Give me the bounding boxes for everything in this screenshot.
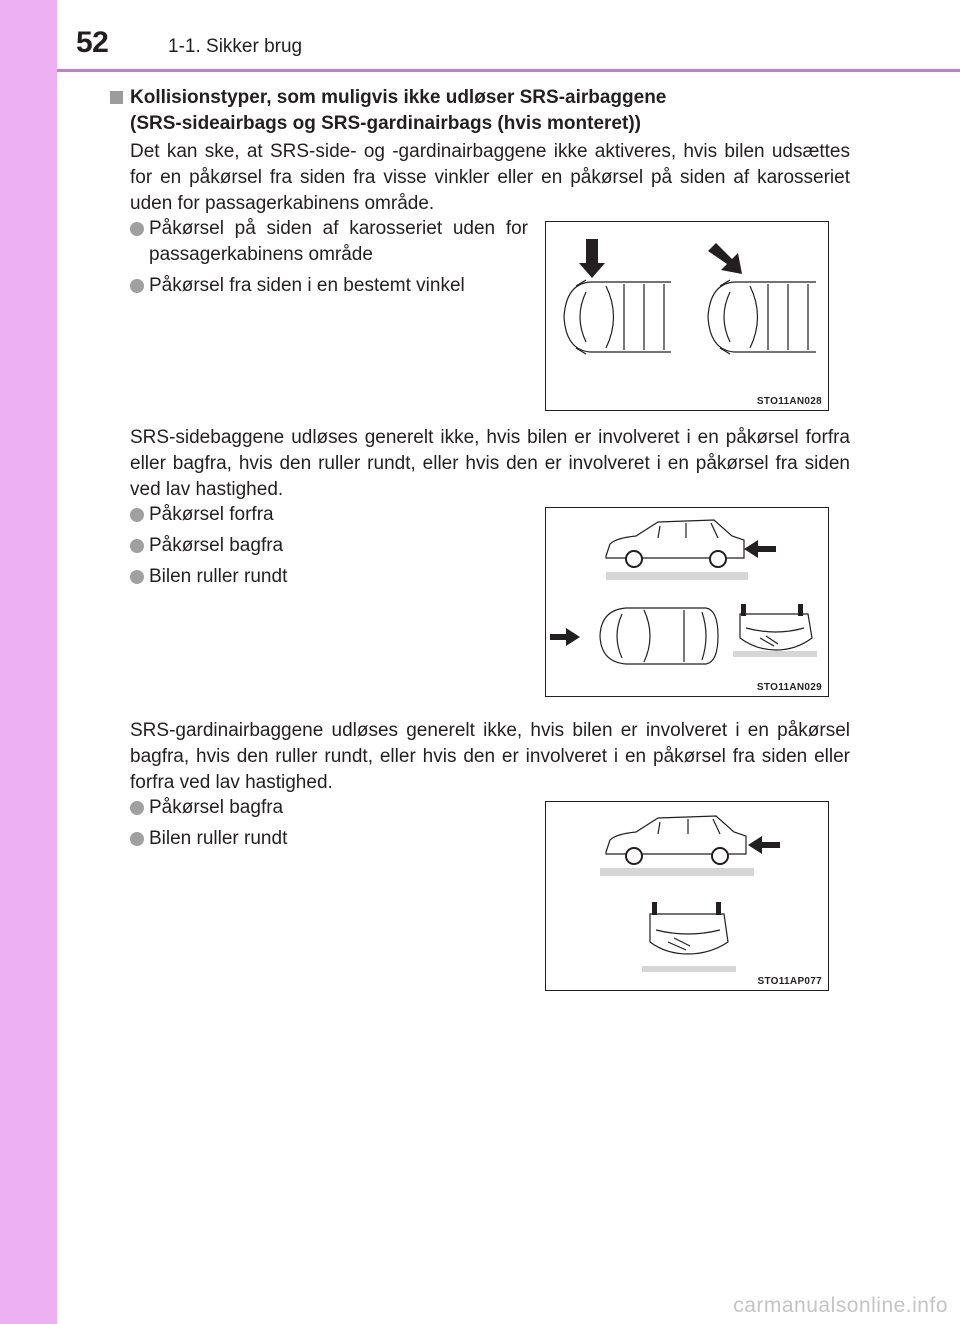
heading-line-1: Kollisionstyper, som muligvis ikke udløser SRS-airbaggene xyxy=(130,87,667,108)
header-divider xyxy=(57,69,960,72)
intro-paragraph: Det kan ske, at SRS-side- og -gardinairbaggene ikke aktiveres, hvis bilen udsættes for en påkørsel fra siden fra visse vinkler eller en påkørsel på siden af karosseriet uden for passagerkabinens område. xyxy=(130,141,850,214)
page-number: 52 xyxy=(76,26,109,59)
list-item xyxy=(130,795,510,821)
figure-front-rear-rollover xyxy=(545,507,829,697)
square-bullet-icon xyxy=(110,91,123,104)
circle-bullet-icon xyxy=(130,832,144,846)
paragraph-curtain-bags: SRS-gardinairbaggene udløses generelt ikke, hvis bilen er involveret i en påkørsel bagfra, hvis den ruller rundt, eller hvis den er involveret i en påkørsel fra siden eller forfra ved lav hastighed. xyxy=(130,720,850,793)
side-impact-illustration xyxy=(546,222,830,412)
list-item-text: Påkørsel fra siden i en bestemt vinkel xyxy=(149,275,465,296)
circle-bullet-icon xyxy=(130,508,144,522)
figure-rear-rollover xyxy=(545,801,829,991)
front-rear-rollover-illustration xyxy=(546,508,830,698)
circle-bullet-icon xyxy=(130,539,144,553)
figure-code: STO11AN028 xyxy=(756,396,822,407)
bullet-list-side-impact xyxy=(130,216,528,304)
circle-bullet-icon xyxy=(130,801,144,815)
list-item xyxy=(130,826,510,852)
circle-bullet-icon xyxy=(130,279,144,293)
bullet-list-curtain-bags xyxy=(130,795,510,857)
circle-bullet-icon xyxy=(130,222,144,236)
list-item-text: Påkørsel på siden af karosseriet uden for passagerkabinens område xyxy=(149,218,528,265)
bullet-list-side-bags xyxy=(130,502,510,595)
list-item-text: Bilen ruller rundt xyxy=(149,828,288,849)
list-item xyxy=(130,502,510,528)
list-item xyxy=(130,216,528,268)
list-item xyxy=(130,564,510,590)
paragraph-side-bags: SRS-sidebaggene udløses generelt ikke, hvis bilen er involveret i en påkørsel forfra eller bagfra, hvis den ruller rundt, eller hvis den er involveret i en påkørsel fra siden ved lav hastighed. xyxy=(130,427,850,500)
list-item-text: Påkørsel bagfra xyxy=(149,535,284,556)
side-color-strip xyxy=(0,0,57,1324)
figure-side-impact xyxy=(545,221,829,411)
list-item-text: Påkørsel forfra xyxy=(149,504,274,525)
section-heading xyxy=(110,85,850,137)
figure-code: STO11AP077 xyxy=(757,976,822,987)
list-item-text: Påkørsel bagfra xyxy=(149,797,284,818)
section-title: 1-1. Sikker brug xyxy=(168,36,303,57)
figure-code: STO11AN029 xyxy=(756,682,822,693)
watermark: carmanualsonline.info xyxy=(733,1294,948,1317)
list-item xyxy=(130,533,510,559)
circle-bullet-icon xyxy=(130,570,144,584)
list-item xyxy=(130,273,528,299)
list-item-text: Bilen ruller rundt xyxy=(149,566,288,587)
heading-line-2: (SRS-sideairbags og SRS-gardinairbags (hvis monteret)) xyxy=(130,113,641,134)
rear-rollover-illustration xyxy=(546,802,830,992)
